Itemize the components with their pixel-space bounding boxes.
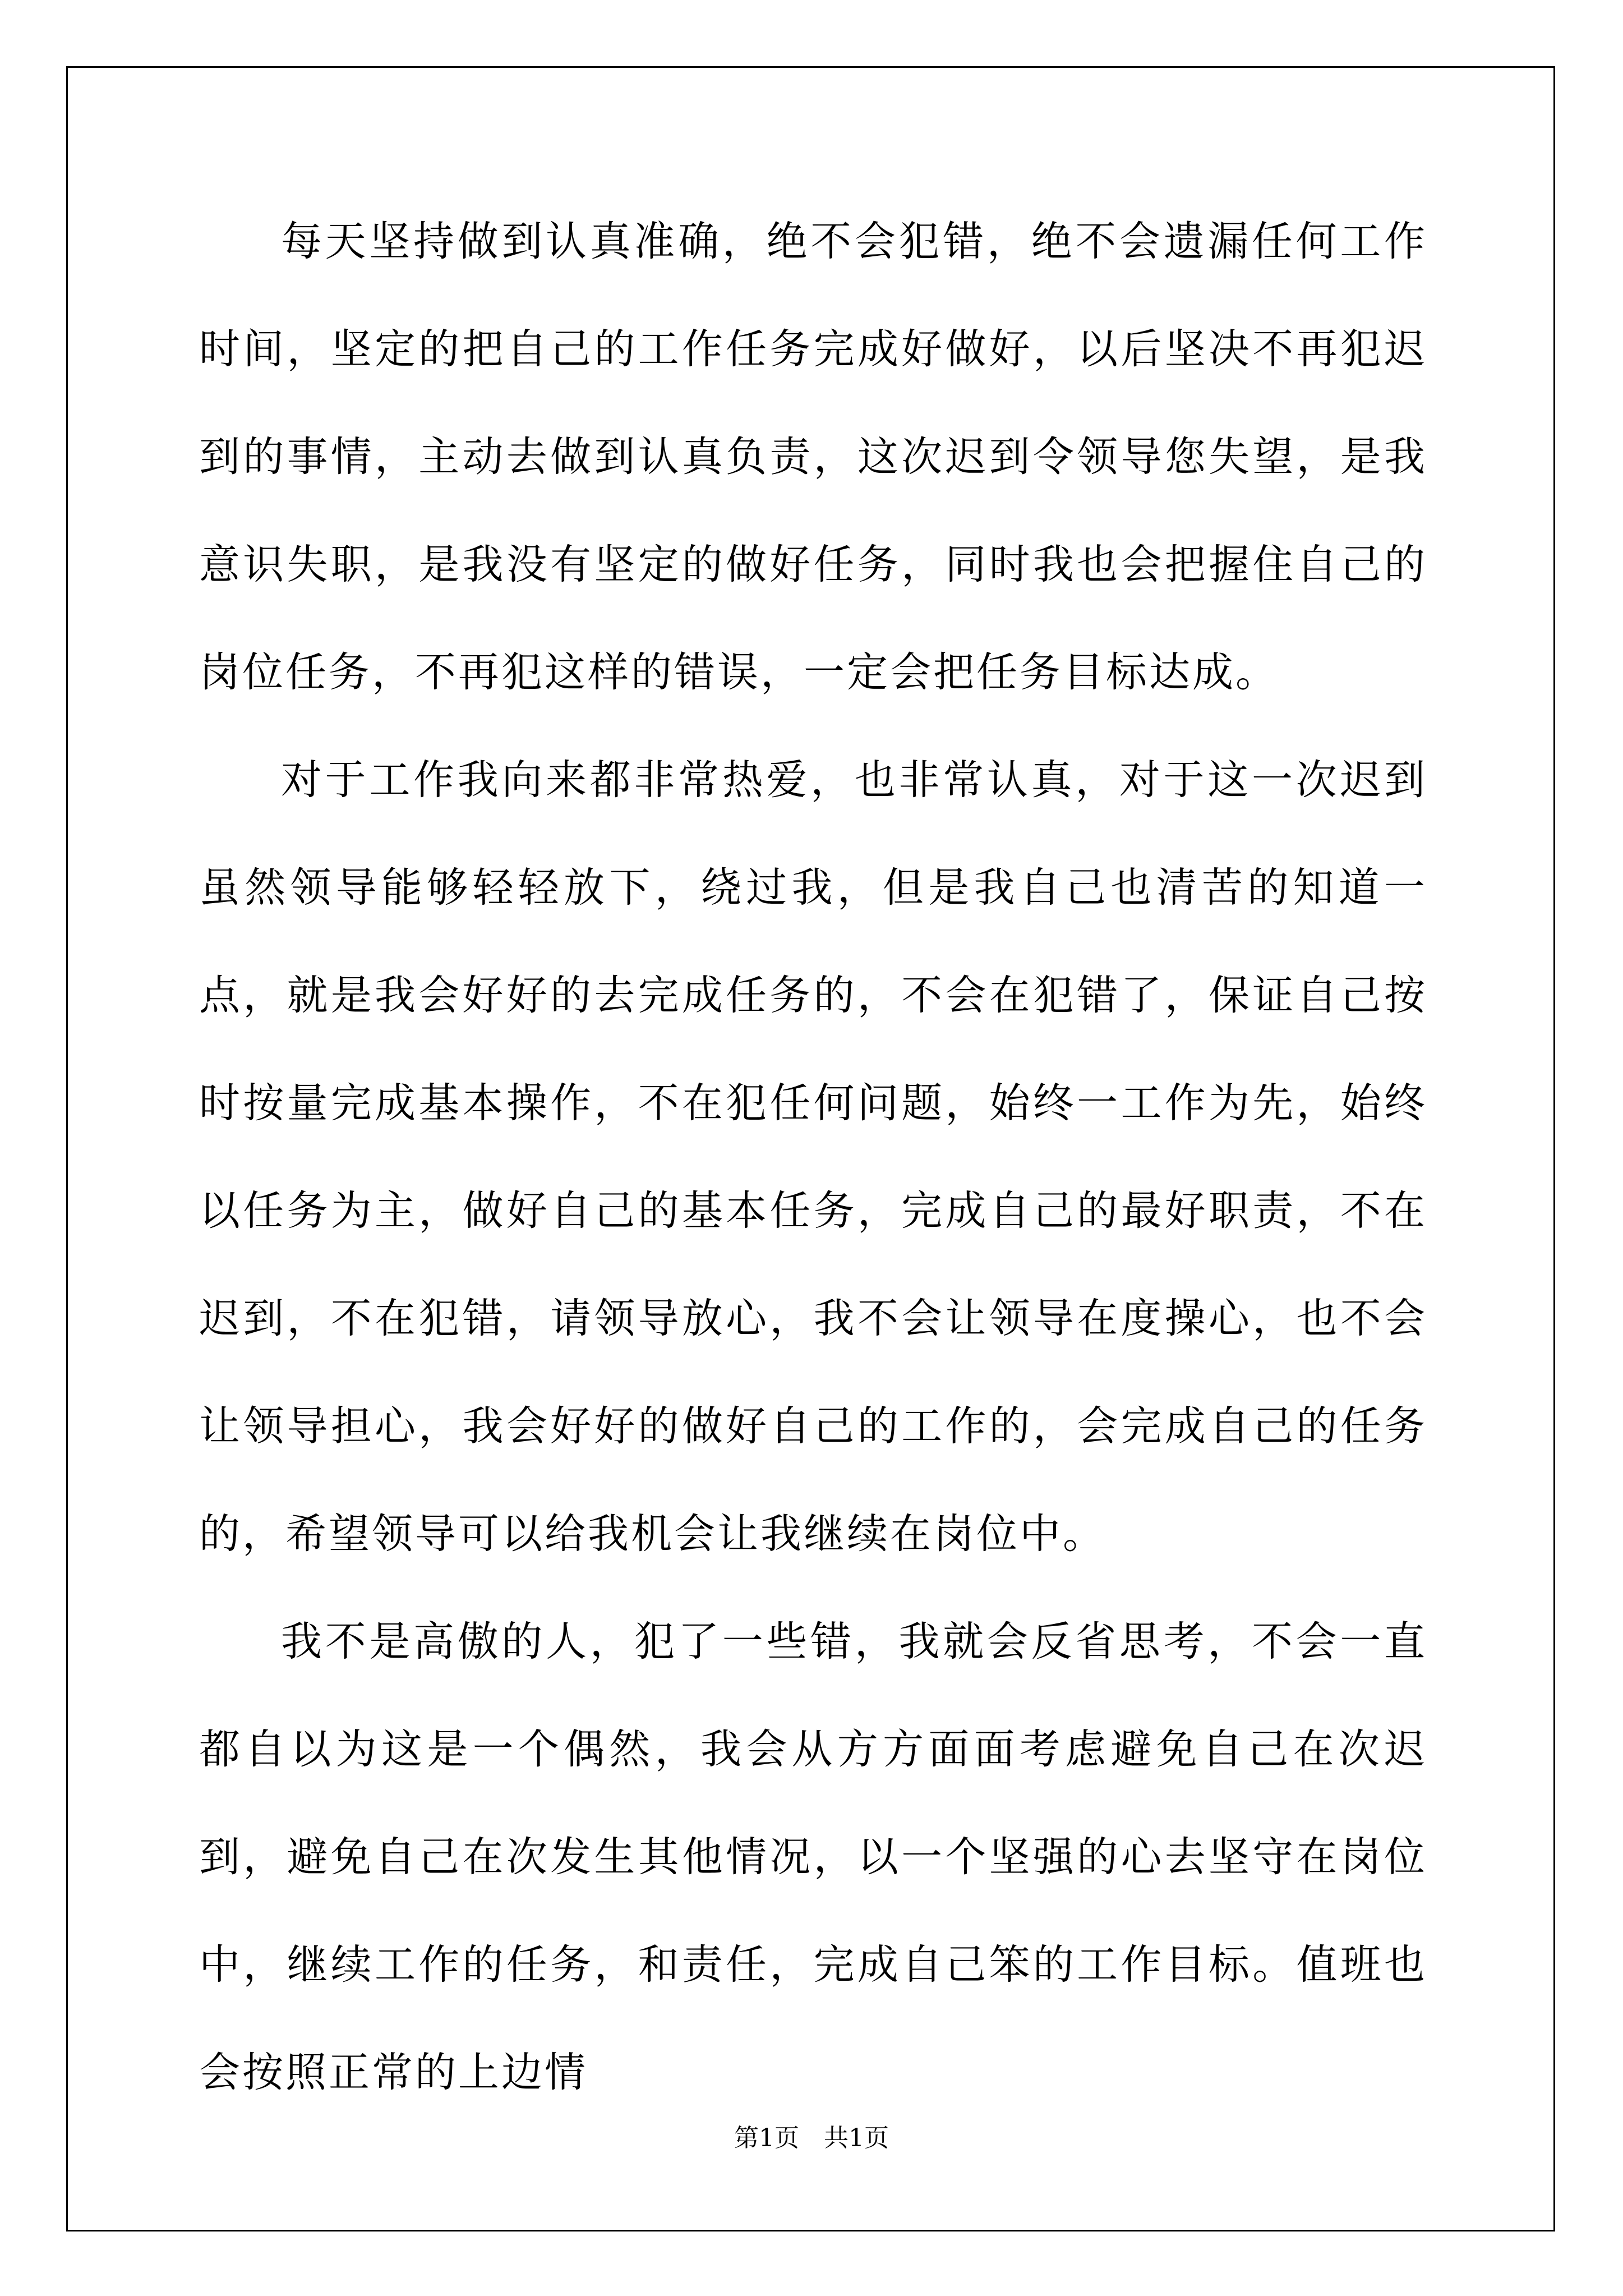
document-body bbox=[199, 188, 1427, 2127]
page-number-footer: 第1页 共1页 bbox=[734, 2124, 889, 2152]
paragraph-2: 对于工作我向来都非常热爱，也非常认真，对于这一次迟到虽然领导能够轻轻放下，绕过我，但是我自己也清苦的知道一点，就是我会好好的去完成任务的，不会在犯错了，保证自己按时按量完成基本操作，不在犯任何问题，始终一工作为先，始终以任务为主，做好自己的基本任务，完成自己的最好职责，不在迟到，不在犯错，请领导放心，我不会让领导在度操心，也不会让领导担心，我会好好的做好自己的工作的，会完成自己的任务的，希望领导可以给我机会让我继续在岗位中。 bbox=[199, 756, 1427, 1558]
paragraph-1: 每天坚持做到认真准确，绝不会犯错，绝不会遗漏任何工作时间，坚定的把自己的工作任务完成好做好，以后坚决不再犯迟到的事情，主动去做到认真负责，这次迟到令领导您失望，是我意识失职，是我没有坚定的做好任务，同时我也会把握住自己的岗位任务，不再犯这样的错误，一定会把任务目标达成。 bbox=[199, 218, 1427, 696]
paragraph-3: 我不是高傲的人，犯了一些错，我就会反省思考，不会一直都自以为这是一个偶然，我会从方方面面考虑避免自己在次迟到，避免自己在次发生其他情况，以一个坚强的心去坚守在岗位中，继续工作的任务，和责任，完成自己笨的工作目标。值班也会按照正常的上边情 bbox=[199, 1618, 1427, 2096]
